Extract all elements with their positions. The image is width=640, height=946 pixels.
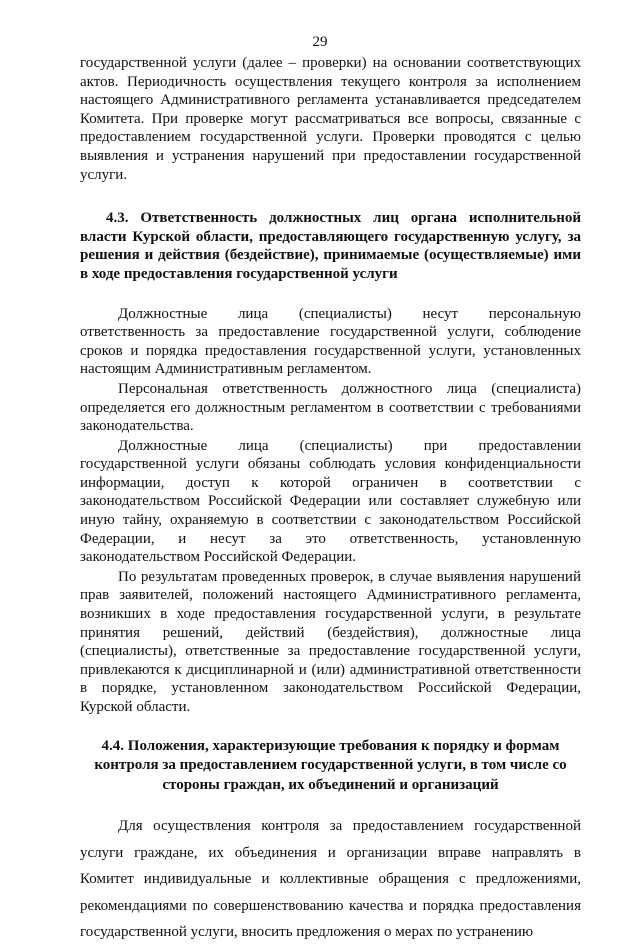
page-number: 29 (312, 34, 328, 50)
section-4-4 (80, 737, 581, 946)
section-4-3-paragraph-1: Должностные лица (специалисты) несут персональную ответственность за предоставление государственной услуги, соблюдение сроков и порядка предоставления государственной услуги, установленных настоящим Административным регламентом. (80, 305, 581, 378)
section-4-3-paragraph-4: По результатам проведенных проверок, в случае выявления нарушений прав заявителей, положений настоящего Административного регламента, возникших в ходе предоставления государственной услуги, в результате принятия решений, действий (бездействия), должностные лица (специалисты), ответственные за предоставление государственной услуги, привлекаются к дисциплинарной и (или) административной ответственности в порядке, установленном законодательством Российской Федерации, Курской области. (80, 568, 581, 715)
paragraph-continuation: государственной услуги (далее – проверки) на основании соответствующих актов. Периодичность осуществления текущего контроля за исполнением настоящего Административного регламента устанавливается председателем Комитета. При проверке могут рассматриваться все вопросы, связанные с предоставлением государственной услуги. Проверки проводятся с целью выявления и устранения нарушений при предоставлении государственной услуги. (80, 55, 581, 183)
section-4-3 (80, 209, 581, 716)
page-content (80, 54, 581, 946)
section-4-3-paragraph-3: Должностные лица (специалисты) при предоставлении государственной услуги обязаны соблюдать условия конфиденциальности информации, доступ к которой ограничен в соответствии с законодательством Российской Федерации или составляет служебную или иную тайну, охраняемую в соответствии с законодательством Российской Федерации, и несут за это ответственность, установленную законодательством Российской Федерации. (80, 437, 581, 566)
section-4-4-heading: 4.4. Положения, характеризующие требования к порядку и формам контроля за предоставлением государственной услуги, в том числе со стороны граждан, их объединений и организаций (94, 737, 567, 793)
section-4-3-paragraph-2: Персональная ответственность должностного лица (специалиста) определяется его должностным регламентом в соответствии с требованиями законодательства. (80, 380, 581, 435)
section-4-4-body (80, 813, 581, 946)
section-4-3-heading: 4.3. Ответственность должностных лиц органа исполнительной власти Курской области, предоставляющего государственную услугу, за решения и действия (бездействие), принимаемые (осуществляемые) ими в ходе предоставления государственной услуги (80, 210, 581, 282)
section-4-4-paragraph-1: Для осуществления контроля за предоставлением государственной услуги граждане, их объединения и организации вправе направлять в Комитет индивидуальные и коллективные обращения с предложениями, рекомендациями по совершенствованию качества и порядка предоставления государственной услуги, вносить предложения о мерах по устранению (80, 818, 581, 941)
